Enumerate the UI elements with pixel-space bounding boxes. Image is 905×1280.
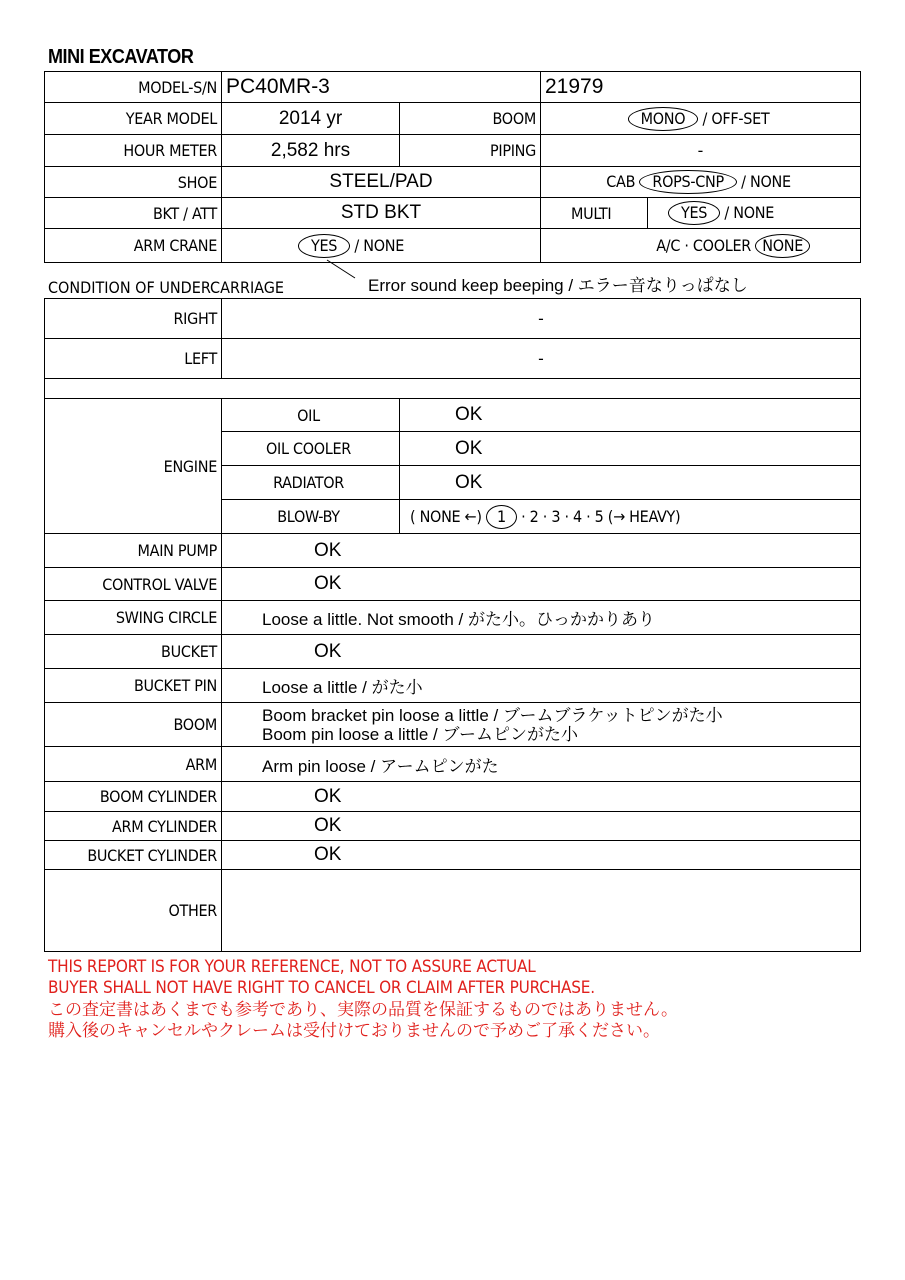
- document-title: MINI EXCAVATOR: [48, 46, 194, 68]
- shoe-label: SHOE: [45, 167, 222, 198]
- callout-line: [325, 258, 365, 283]
- arm-crane-label: ARM CRANE: [45, 229, 222, 263]
- oil-value: OK: [400, 399, 861, 432]
- boom-offset-option: / OFF-SET: [702, 108, 770, 128]
- arm-cylinder-value: OK: [222, 812, 861, 841]
- boom-cylinder-label: BOOM CYLINDER: [45, 782, 222, 812]
- control-valve-value: OK: [222, 568, 861, 601]
- radiator-value: OK: [400, 466, 861, 500]
- year-label: YEAR MODEL: [45, 103, 222, 135]
- multi-label: MULTI: [541, 198, 648, 229]
- disclaimer-line4: 購入後のキャンセルやクレームは受付けておりませんので予めご了承ください。: [48, 1021, 660, 1040]
- spec-table: [44, 71, 861, 263]
- right-value: -: [222, 299, 861, 339]
- main-pump-value: OK: [222, 534, 861, 568]
- bucket-label: BUCKET: [45, 635, 222, 669]
- ac-label: A/C · COOLER: [656, 235, 751, 255]
- oil-cooler-label: OIL COOLER: [222, 432, 400, 466]
- swing-circle-value: Loose a little. Not smooth / がた小。ひっかかりあり: [222, 601, 861, 635]
- arm-crane-options: [222, 229, 541, 263]
- model-value: PC40MR-3: [222, 72, 541, 103]
- disclaimer-line3: この査定書はあくまでも参考であり、実際の品質を保証するものではありません。: [48, 1000, 679, 1019]
- cab-selected: ROPS-CNP: [639, 170, 736, 194]
- arm-crane-none-option: / NONE: [354, 235, 404, 255]
- bucket-cylinder-label: BUCKET CYLINDER: [45, 841, 222, 870]
- cab-none-option: / NONE: [741, 172, 791, 191]
- blowby-rest: · 2 · 3 · 4 · 5 (→ HEAVY): [521, 506, 681, 526]
- disclaimer-line2: BUYER SHALL NOT HAVE RIGHT TO CANCEL OR CLAIM AFTER PURCHASE.: [48, 978, 595, 998]
- shoe-value: STEEL/PAD: [222, 167, 541, 198]
- arm-cylinder-label: ARM CYLINDER: [45, 812, 222, 841]
- boom-note-line2: Boom pin loose a little / ブームピンがた小: [262, 724, 578, 744]
- control-valve-label: CONTROL VALVE: [45, 568, 222, 601]
- hour-value: 2,582 hrs: [222, 135, 400, 167]
- boom-mono-selected: MONO: [628, 107, 699, 131]
- engine-label: ENGINE: [45, 399, 222, 534]
- condition-table: [44, 398, 861, 952]
- ac-none-selected: NONE: [755, 234, 810, 258]
- bkt-label: BKT / ATT: [45, 198, 222, 229]
- piping-value: -: [541, 135, 861, 167]
- arm-value: Arm pin loose / アームピンがた: [222, 747, 861, 782]
- swing-circle-label: SWING CIRCLE: [45, 601, 222, 635]
- multi-none-option: / NONE: [724, 203, 774, 222]
- arm-label: ARM: [45, 747, 222, 782]
- arm-crane-yes-selected: YES: [298, 234, 350, 258]
- cab-options: [541, 167, 861, 198]
- blowby-prefix: ( NONE ←): [410, 506, 482, 526]
- boom-value: [222, 703, 861, 747]
- bucket-pin-value: Loose a little / がた小: [222, 669, 861, 703]
- oil-cooler-value: OK: [400, 432, 861, 466]
- main-pump-label: MAIN PUMP: [45, 534, 222, 568]
- boom-note-line1: Boom bracket pin loose a little / ブームブラケットピンがた小: [262, 705, 723, 725]
- cab-label: CAB: [606, 172, 636, 191]
- bucket-pin-label: BUCKET PIN: [45, 669, 222, 703]
- left-value: -: [222, 339, 861, 379]
- multi-yes-selected: YES: [668, 201, 720, 225]
- boom-type-label: BOOM: [400, 103, 541, 135]
- hour-label: HOUR METER: [45, 135, 222, 167]
- disclaimer: [48, 957, 678, 1041]
- blowby-scale: [400, 500, 861, 534]
- undercarriage-table: [44, 298, 861, 399]
- oil-label: OIL: [222, 399, 400, 432]
- disclaimer-line1: THIS REPORT IS FOR YOUR REFERENCE, NOT TO ASSURE ACTUAL: [48, 957, 536, 977]
- spacer-row: [45, 379, 861, 399]
- year-value: 2014 yr: [222, 103, 400, 135]
- other-value: [222, 870, 861, 952]
- boom-label: BOOM: [45, 703, 222, 747]
- bkt-value: STD BKT: [222, 198, 541, 229]
- undercarriage-heading: CONDITION OF UNDERCARRIAGE: [48, 278, 284, 297]
- boom-type-options: [541, 103, 861, 135]
- piping-label: PIPING: [400, 135, 541, 167]
- bucket-value: OK: [222, 635, 861, 669]
- multi-options: [648, 198, 861, 229]
- right-label: RIGHT: [45, 299, 222, 339]
- model-label: MODEL-S/N: [45, 72, 222, 103]
- bucket-cylinder-value: OK: [222, 841, 861, 870]
- boom-cylinder-value: OK: [222, 782, 861, 812]
- blowby-selected: 1: [486, 505, 517, 529]
- ac-note: Error sound keep beeping / エラー音なりっぱなし: [368, 276, 748, 295]
- radiator-label: RADIATOR: [222, 466, 400, 500]
- blowby-label: BLOW-BY: [222, 500, 400, 534]
- other-label: OTHER: [45, 870, 222, 952]
- left-label: LEFT: [45, 339, 222, 379]
- ac-options: [541, 229, 861, 263]
- serial-value: 21979: [541, 72, 861, 103]
